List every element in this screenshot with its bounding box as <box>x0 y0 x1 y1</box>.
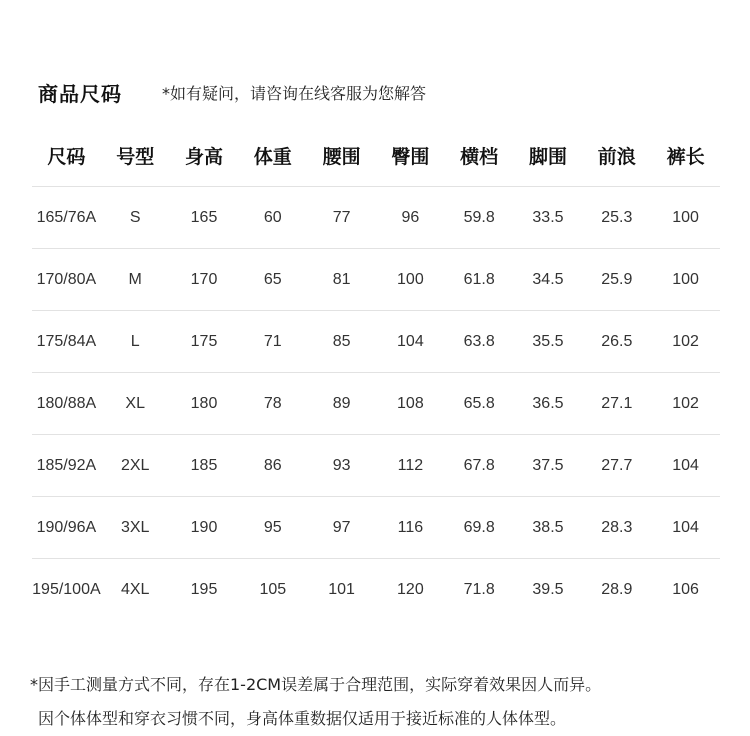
table-cell: 95 <box>238 497 307 559</box>
table-cell: XL <box>101 373 170 435</box>
table-cell: 86 <box>238 435 307 497</box>
table-cell: 185/92A <box>32 435 101 497</box>
table-cell: 102 <box>651 373 720 435</box>
table-row <box>32 249 720 311</box>
help-note: *如有疑问，请咨询在线客服为您解答 <box>162 83 427 103</box>
table-cell: 27.1 <box>582 373 651 435</box>
table-cell: 71.8 <box>463 580 495 598</box>
table-cell: 116 <box>376 497 445 559</box>
table-cell: 69.8 <box>445 497 514 559</box>
column-header-thigh: 横档 <box>445 124 514 187</box>
table-cell: 104 <box>651 435 720 497</box>
table-cell: 59.8 <box>445 187 514 249</box>
table-cell: 36.5 <box>514 373 583 435</box>
table-cell: 78 <box>238 373 307 435</box>
table-cell: 65.8 <box>445 373 514 435</box>
table-cell: 175/84A <box>32 311 101 373</box>
column-header-leg-opening: 脚围 <box>514 124 583 187</box>
table-cell: 63.8 <box>445 311 514 373</box>
table-cell: 112 <box>376 435 445 497</box>
column-header-hip: 臀围 <box>376 124 445 187</box>
table-cell: 71 <box>238 311 307 373</box>
table-cell: 102 <box>651 311 720 373</box>
table-cell: 39.5 <box>532 580 564 598</box>
table-row <box>32 497 720 559</box>
footnotes <box>30 668 740 736</box>
column-header-front-rise: 前浪 <box>582 124 651 187</box>
size-table <box>32 124 720 620</box>
table-cell: 180/88A <box>32 373 101 435</box>
table-cell: 33.5 <box>514 187 583 249</box>
table-cell: 105 <box>259 580 287 598</box>
table-cell: 100 <box>651 249 720 311</box>
table-cell: 4XL <box>120 580 150 598</box>
table-cell: 165 <box>170 187 239 249</box>
table-cell: 37.5 <box>514 435 583 497</box>
table-body <box>32 187 720 621</box>
table-cell: 65 <box>238 249 307 311</box>
table-cell: 96 <box>376 187 445 249</box>
table-cell: 89 <box>307 373 376 435</box>
table-cell: 61.8 <box>445 249 514 311</box>
table-cell: L <box>101 311 170 373</box>
column-header-waist: 腰围 <box>307 124 376 187</box>
table-cell: 35.5 <box>514 311 583 373</box>
table-cell: 190 <box>170 497 239 559</box>
table-cell: 27.7 <box>582 435 651 497</box>
table-cell: 85 <box>307 311 376 373</box>
table-row <box>32 311 720 373</box>
table-cell: 26.5 <box>582 311 651 373</box>
table-cell: 28.3 <box>582 497 651 559</box>
table-cell: 67.8 <box>445 435 514 497</box>
table-row <box>32 373 720 435</box>
table-row <box>32 435 720 497</box>
table-cell: 100 <box>651 187 720 249</box>
column-header-model: 号型 <box>101 124 170 187</box>
table-cell: 34.5 <box>514 249 583 311</box>
table-row <box>32 187 720 249</box>
table-cell: 170 <box>170 249 239 311</box>
table-cell: 60 <box>238 187 307 249</box>
footnote-measurement-error: *因手工测量方式不同，存在1-2CM误差属于合理范围，实际穿着效果因人而异。 <box>30 675 602 694</box>
column-header-weight: 体重 <box>238 124 307 187</box>
table-cell: 97 <box>307 497 376 559</box>
table-cell: 175 <box>170 311 239 373</box>
table-cell: 28.9 <box>601 580 633 598</box>
table-cell: 2XL <box>101 435 170 497</box>
table-cell: S <box>101 187 170 249</box>
table-header-row <box>32 124 720 187</box>
column-header-height: 身高 <box>170 124 239 187</box>
table-cell: 77 <box>307 187 376 249</box>
table-cell: 38.5 <box>514 497 583 559</box>
table-cell: 195 <box>190 580 218 598</box>
table-cell: 190/96A <box>32 497 101 559</box>
table-cell: 104 <box>376 311 445 373</box>
table-cell: 100 <box>376 249 445 311</box>
table-cell: 3XL <box>101 497 170 559</box>
table-cell: 108 <box>376 373 445 435</box>
table-cell: 170/80A <box>32 249 101 311</box>
table-cell: 25.3 <box>582 187 651 249</box>
column-header-pants-length: 裤长 <box>651 124 720 187</box>
table-cell: 195/100A <box>32 580 101 598</box>
column-header-size: 尺码 <box>32 124 101 187</box>
table-cell: 104 <box>651 497 720 559</box>
table-cell: 25.9 <box>582 249 651 311</box>
table-cell: M <box>101 249 170 311</box>
table-cell: 165/76A <box>32 187 101 249</box>
table-cell: 93 <box>307 435 376 497</box>
size-header <box>38 76 426 108</box>
table-cell: 180 <box>170 373 239 435</box>
table-cell: 101 <box>328 580 355 598</box>
page-title: 商品尺码 <box>38 81 122 106</box>
table-row <box>32 559 720 621</box>
footnote-body-type: 因个体体型和穿衣习惯不同，身高体重数据仅适用于接近标准的人体体型。 <box>38 709 567 728</box>
table-cell: 120 <box>397 580 424 598</box>
table-cell: 106 <box>672 580 699 598</box>
table-cell: 185 <box>170 435 239 497</box>
table-cell: 81 <box>307 249 376 311</box>
